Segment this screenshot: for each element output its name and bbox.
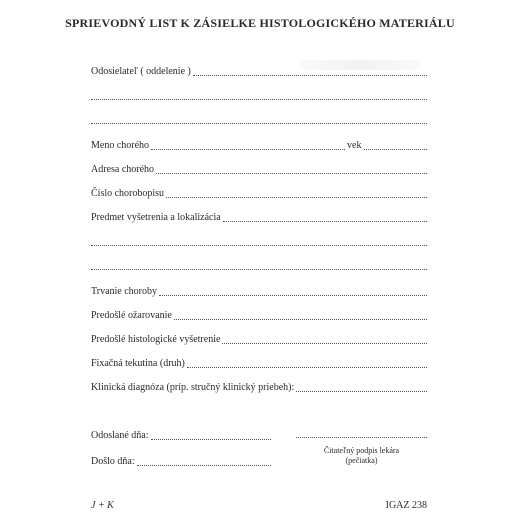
patient-name-field[interactable] xyxy=(151,148,345,150)
previous-histology-field[interactable] xyxy=(222,342,427,344)
stamp-label: (pečiatka) xyxy=(345,456,378,465)
age-label: vek xyxy=(347,140,362,151)
previous-irradiation-label: Predošlé ožarovanie xyxy=(91,310,172,321)
patient-address-label: Adresa chorého xyxy=(91,164,155,175)
exam-subject-row xyxy=(91,212,427,224)
record-number-field[interactable] xyxy=(166,196,427,198)
sender-field-line-3[interactable] xyxy=(91,122,427,124)
sent-date-row xyxy=(91,430,271,442)
previous-histology-row xyxy=(91,334,427,346)
patient-address-row xyxy=(91,164,427,176)
exam-subject-field-line-3[interactable] xyxy=(91,268,427,270)
clinical-diagnosis-label: Klinická diagnóza (príp. stručný klinický priebeh): xyxy=(91,382,295,393)
form-code: IGAZ 238 xyxy=(385,500,427,511)
disease-duration-row xyxy=(91,286,427,298)
sender-extra-line-1 xyxy=(91,90,427,102)
patient-name-label: Meno chorého xyxy=(91,140,150,151)
received-date-label: Došlo dňa: xyxy=(91,456,135,467)
footer-left: J + K xyxy=(91,500,114,511)
fixative-label: Fixačná tekutina (druh) xyxy=(91,358,185,369)
clinical-diagnosis-field[interactable] xyxy=(296,390,427,392)
sent-date-field[interactable] xyxy=(151,438,272,440)
clinical-diagnosis-row xyxy=(91,382,427,394)
previous-histology-label: Predošlé histologické vyšetrenie xyxy=(91,334,221,345)
received-date-row xyxy=(91,456,271,468)
previous-irradiation-field[interactable] xyxy=(174,318,427,320)
age-field[interactable] xyxy=(364,148,428,150)
previous-irradiation-row xyxy=(91,310,427,322)
patient-address-field[interactable] xyxy=(156,172,427,174)
received-date-field[interactable] xyxy=(137,464,271,466)
exam-subject-field-line-2[interactable] xyxy=(91,244,427,246)
disease-duration-label: Trvanie choroby xyxy=(91,286,158,297)
record-number-label: Číslo chorobopisu xyxy=(91,188,165,199)
exam-subject-extra-line-2 xyxy=(91,260,427,272)
signature-label: Čitateľný podpis lekára xyxy=(323,446,400,455)
fixative-field[interactable] xyxy=(187,366,427,368)
disease-duration-field[interactable] xyxy=(159,294,427,296)
sender-extra-line-2 xyxy=(91,114,427,126)
sender-label: Odosielateľ ( oddelenie ) xyxy=(91,66,191,77)
form-title: SPRIEVODNÝ LIST K ZÁSIELKE HISTOLOGICKÉHO MATERIÁLU xyxy=(65,16,455,30)
sender-field[interactable] xyxy=(193,74,427,76)
signature-line[interactable] xyxy=(296,436,427,438)
exam-subject-label: Predmet vyšetrenia a lokalizácia xyxy=(91,212,221,223)
record-number-row xyxy=(91,188,427,200)
sent-date-label: Odoslané dňa: xyxy=(91,430,149,441)
exam-subject-field[interactable] xyxy=(223,220,427,222)
fixative-row xyxy=(91,358,427,370)
exam-subject-extra-line-1 xyxy=(91,236,427,248)
sender-row xyxy=(91,66,427,78)
sender-field-line-2[interactable] xyxy=(91,98,427,100)
patient-name-row xyxy=(91,140,427,152)
